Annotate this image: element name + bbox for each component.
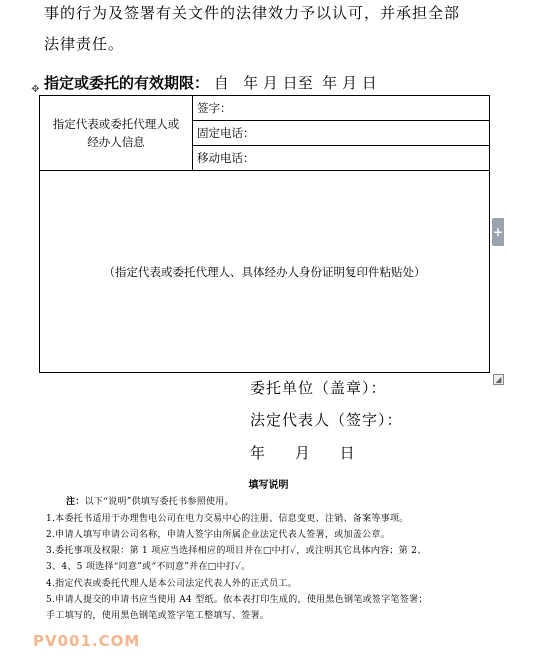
note-item-3: 3.委托事项及权限：第 1 项应当选择相应的项目并在□中打✓，或注明其它具体内容；第 2、 — [46, 546, 427, 556]
note-item-2: 2.申请人填写申请公司名称，申请人签字由所属企业法定代表人签署，或加盖公章。 — [46, 530, 390, 540]
note-item-4: 4.指定代表或委托代理人是本公司法定代表人外的正式员工。 — [46, 579, 297, 589]
validity-label: 指定或委托的有效期限： — [44, 74, 210, 92]
representative-form — [39, 95, 490, 373]
notes-title: 填写说明 — [248, 480, 289, 491]
plus-tab-icon[interactable]: + — [492, 218, 504, 246]
notes-prefix: 注： — [66, 497, 85, 507]
landline-field[interactable]: 固定电话： — [193, 121, 490, 146]
note-item-5: 5.申请人提交的申请书应当使用 A4 型纸。依本表打印生成的，使用黑色钢笔或签字笔签署； — [46, 595, 428, 605]
info-label-line-1: 指定代表或委托代理人或 — [52, 117, 180, 131]
note-item-5-cont: 手工填写的，使用黑色钢笔或签字笔工整填写、签署。 — [46, 611, 270, 621]
sign-date: 年 月 日 — [250, 444, 356, 462]
mobile-field[interactable]: 移动电话： — [193, 146, 490, 171]
intro-line-2: 法律责任。 — [44, 35, 125, 53]
validity-period — [44, 72, 377, 93]
id-copy-paste-area: （指定代表或委托代理人、具体经办人身份证明复印件粘贴处） — [40, 171, 490, 373]
info-label-line-2: 经办人信息 — [87, 135, 145, 149]
signature-field[interactable]: 签字： — [193, 96, 490, 121]
entrusting-unit-seal: 委托单位（盖章）： — [250, 379, 387, 397]
intro-line-1: 事的行为及签署有关文件的法律效力予以认可，并承担全部 — [44, 4, 461, 22]
note-item-3-cont: 3、4、5 项选择“同意”或“不同意”并在□中打✓。 — [46, 562, 251, 572]
legal-representative-signature: 法定代表人（签字）： — [250, 411, 403, 429]
info-label-cell — [40, 96, 193, 171]
note-item-1: 1.本委托书适用于办理售电公司在电力交易中心的注册、信息变更、注销、备案等事项。 — [46, 514, 409, 524]
notes-intro-text: 以下“说明”供填写委托书参照使用。 — [84, 497, 234, 507]
validity-value: 自 年 月 日至 年 月 日 — [213, 74, 377, 92]
move-anchor-icon[interactable]: ✥ — [31, 84, 40, 95]
notes-intro — [66, 494, 234, 507]
resize-handle-icon[interactable]: ◢ — [493, 374, 504, 385]
watermark: PV001.COM — [33, 632, 141, 650]
